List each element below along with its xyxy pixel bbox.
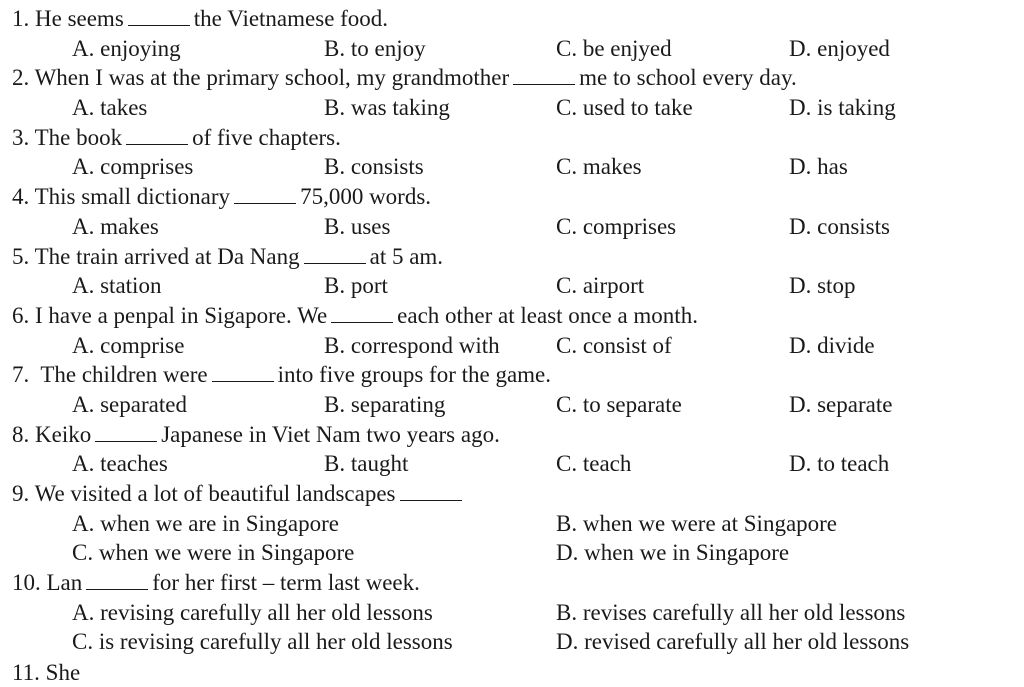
question-7-text: 7. The children were into five groups for the game. [12,362,552,388]
quiz-sheet [0,4,1024,657]
question-3-text: 3. The book of five chapters. [12,124,341,150]
option-d: D. enjoyed [789,35,890,61]
option-a: A. teaches [72,451,168,477]
option-c: C. used to take [556,95,693,121]
question-7 [0,360,1024,390]
question-4 [0,182,1024,212]
option-c: C. to separate [556,391,682,417]
answer-blank [126,126,188,145]
question-5-options [0,271,1024,301]
answer-blank [86,571,148,590]
option-b: B. consists [324,154,424,180]
answer-blank [331,304,393,323]
option-a: A. enjoying [72,35,181,61]
option-d: D. when we in Singapore [556,540,790,566]
question-9-text: 9. We visited a lot of beautiful landscapes [12,479,466,509]
option-a: A. when we are in Singapore [72,510,339,536]
answer-blank [212,363,274,382]
question-2-text: 2. When I was at the primary school, my grandmother me to school every day. [12,65,797,91]
option-c: C. is revising carefully all her old lessons [72,629,453,655]
question-6 [0,301,1024,331]
option-b: B. was taking [324,95,450,121]
option-c: C. when we were in Singapore [72,540,355,566]
question-2-options [0,93,1024,123]
question-3-options [0,152,1024,182]
question-1-options [0,34,1024,64]
question-9 [0,479,1024,509]
question-7-options [0,390,1024,420]
answer-blank [304,245,366,264]
question-4-text: 4. This small dictionary 75,000 words. [12,184,432,210]
option-b: B. correspond with [324,332,500,358]
answer-blank [128,7,190,26]
question-4-options [0,212,1024,242]
option-c: C. consist of [556,332,672,358]
question-10-options-row-1 [0,598,1024,628]
question-2 [0,63,1024,93]
question-1 [0,4,1024,34]
answer-blank [234,185,296,204]
option-a: A. separated [72,391,187,417]
option-a: A. takes [72,95,148,121]
answer-blank [95,423,157,442]
question-8-text: 8. Keiko Japanese in Viet Nam two years ago. [12,421,500,447]
option-a: A. makes [72,213,159,239]
option-d: D. to teach [789,451,890,477]
option-b: B. taught [324,451,409,477]
option-d: D. is taking [789,95,896,121]
option-a: A. revising carefully all her old lessons [72,599,433,625]
option-b: B. to enjoy [324,35,426,61]
question-8 [0,420,1024,450]
option-c: C. makes [556,154,642,180]
question-6-options [0,331,1024,361]
option-d: D. stop [789,273,856,299]
option-d: D. divide [789,332,875,358]
option-a: A. comprises [72,154,194,180]
option-b: B. when we were at Singapore [556,510,838,536]
question-5-text: 5. The train arrived at Da Nang at 5 am. [12,243,444,269]
question-6-text: 6. I have a penpal in Sigapore. We each other at least once a month. [12,302,698,328]
question-9-options-row-2 [0,538,1024,568]
question-5 [0,242,1024,272]
option-b: B. uses [324,213,391,239]
option-b: B. port [324,273,388,299]
question-3 [0,123,1024,153]
question-1-text: 1. He seems the Vietnamese food. [12,6,389,31]
cut-off-question-11: 11. She [12,660,81,685]
option-d: D. consists [789,213,890,239]
option-a: A. station [72,273,162,299]
option-d: D. has [789,154,848,180]
option-c: C. comprises [556,213,677,239]
option-c: C. airport [556,273,645,299]
answer-blank [400,482,462,501]
question-8-options [0,449,1024,479]
answer-blank [513,66,575,85]
question-10-text: 10. Lan for her first – term last week. [12,570,420,596]
question-10 [0,568,1024,598]
option-c: C. be enjyed [556,35,672,61]
question-10-options-row-2 [0,627,1024,657]
option-c: C. teach [556,451,632,477]
option-b: B. revises carefully all her old lessons [556,599,906,625]
option-d: D. separate [789,391,893,417]
option-d: D. revised carefully all her old lessons [556,629,910,655]
option-a: A. comprise [72,332,185,358]
option-b: B. separating [324,391,446,417]
question-9-options-row-1 [0,509,1024,539]
